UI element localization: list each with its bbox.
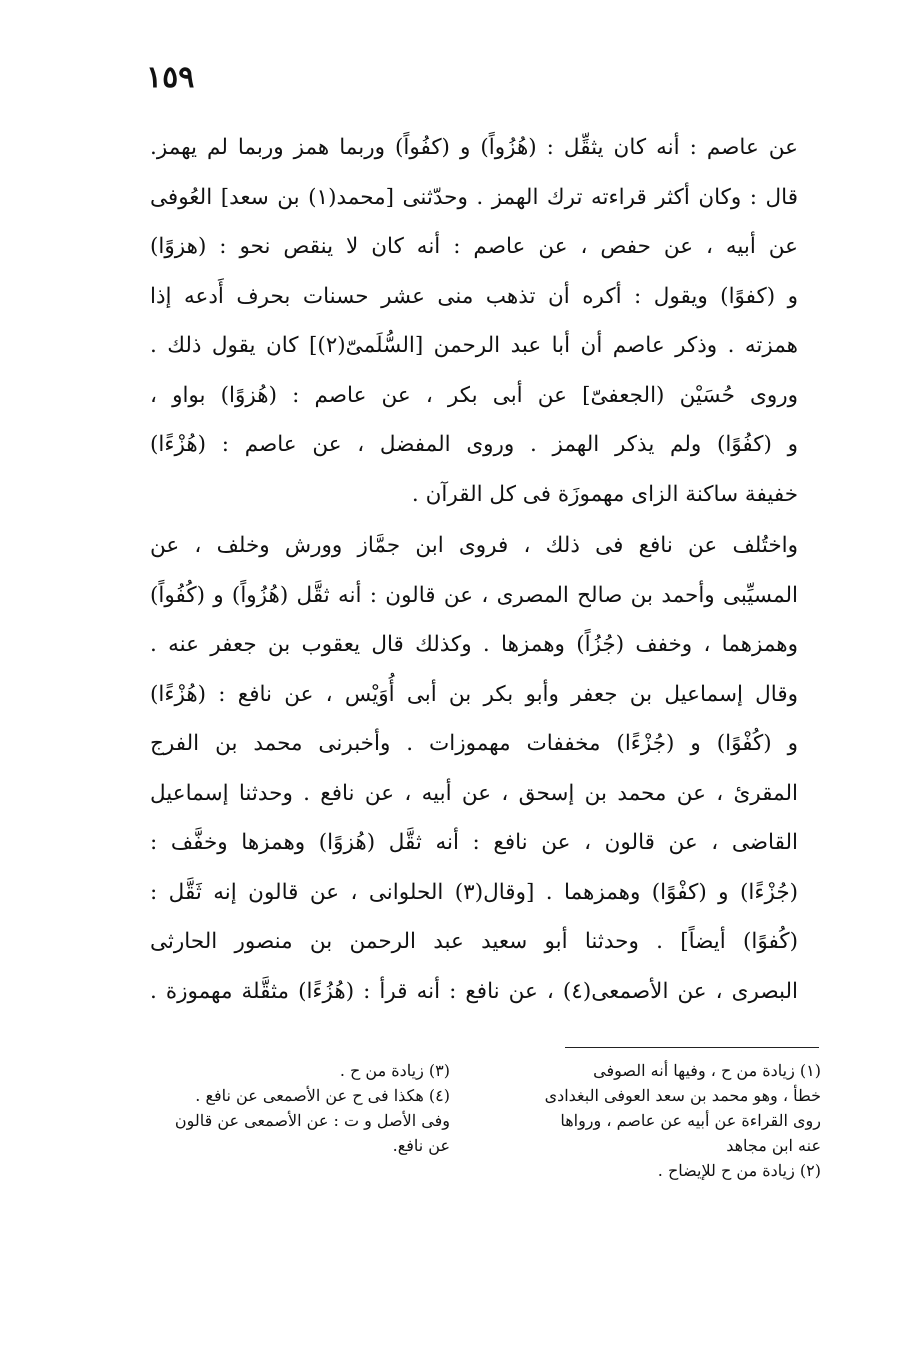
text-line: المسيِّبى وأحمد بن صالح المصرى ، عن قالون : أنه ثقَّل (هُزُواً) و (كُفُواً)	[150, 582, 798, 608]
text-line: و (كُفْوًا) و (جُزْءًا) مخففات مهموزات . وأخبرنى محمد بن الفرج	[150, 731, 798, 756]
text-line: و (كفُوًا) ولم يذكر الهمز . وروى المفضل ، عن عاصم : (هُزْءًا)	[150, 432, 798, 457]
page-number: ١٥٩	[146, 60, 195, 95]
footnotes-right-column	[501, 1058, 821, 1183]
footnote-line: (٣) زيادة من ح .	[339, 1061, 450, 1080]
text-line: وهمزهما ، وخفف (جُزُاً) وهمزها . وكذلك قال يعقوب بن جعفر عنه .	[150, 632, 798, 657]
text-line: قال : وكان أكثر قراءته ترك الهمز . وحدّثنى [محمد(١) بن سعد] العُوفى	[150, 184, 798, 210]
text-line: (كُفوًا) أيضاً] . وحدثنا أبو سعيد عبد الرحمن بن منصور الحارثى	[150, 929, 798, 954]
main-text	[150, 128, 798, 1021]
text-line: واختُلف عن نافع فى ذلك ، فروى ابن جمَّاز وورش وخلف ، عن	[150, 533, 798, 558]
text-line: عن عاصم : أنه كان يثقِّل : (هُزُواً) و (كفُواً) وربما همز وربما لم يهمز.	[150, 135, 798, 160]
footnote-line: (٢) زيادة من ح للإيضاح .	[657, 1161, 821, 1180]
text-line: المقرئ ، عن محمد بن إسحق ، عن أبيه ، عن نافع . وحدثنا إسماعيل	[150, 780, 798, 806]
footnote-line: (١) زيادة من ح ، وفيها أنه الصوفى	[593, 1061, 821, 1080]
footnote-line: عنه ابن مجاهد	[726, 1136, 821, 1155]
text-line: و (كفوًا) ويقول : أكره أن تذهب منى عشر حسنات بحرف أَدعه إذا	[150, 283, 798, 309]
text-line: همزته . وذكر عاصم أن أبا عبد الرحمن [السُّلَمىّ(٢)] كان يقول ذلك .	[150, 333, 798, 358]
footnote-separator	[565, 1047, 819, 1048]
text-line: وروى حُسَيْن (الجعفىّ] عن أبى بكر ، عن عاصم : (هُزوًا) بواو ،	[150, 382, 798, 408]
text-line: خفيفة ساكنة الزاى مهموزَة فى كل القرآن .	[411, 481, 798, 507]
text-line: البصرى ، عن الأصمعى(٤) ، عن نافع : أنه قرأ : (هُزُءًا) مثقَّلة مهموزة .	[150, 978, 798, 1004]
text-line: وقال إسماعيل بن جعفر وأبو بكر بن أبى أُوَيْس ، عن نافع : (هُزْءًا)	[150, 681, 798, 707]
text-line: عن أبيه ، عن حفص ، عن عاصم : أنه كان لا ينقص نحو : (هزوًا)	[150, 234, 798, 259]
text-line: القاضى ، عن قالون ، عن نافع : أنه ثقَّل (هُزوًا) وهمزها وخفَّف :	[150, 830, 798, 855]
footnote-line: وفى الأصل و ت : عن الأصمعى عن قالون	[174, 1111, 450, 1130]
footnote-line: روى القراءة عن أبيه عن عاصم ، ورواها	[560, 1111, 821, 1130]
footnote-line: خطأ ، وهو محمد بن سعد العوفى البغدادى	[544, 1086, 821, 1105]
footnotes-left-column	[150, 1058, 450, 1158]
text-line: (جُزْءًا) و (كفْوًا) وهمزهما . [وقال(٣) الحلوانى ، عن قالون إنه ثَقَّل :	[150, 879, 799, 905]
footnote-line: عن نافع.	[392, 1136, 450, 1155]
footnote-line: (٤) هكذا فى ح عن الأصمعى عن نافع .	[195, 1086, 450, 1105]
